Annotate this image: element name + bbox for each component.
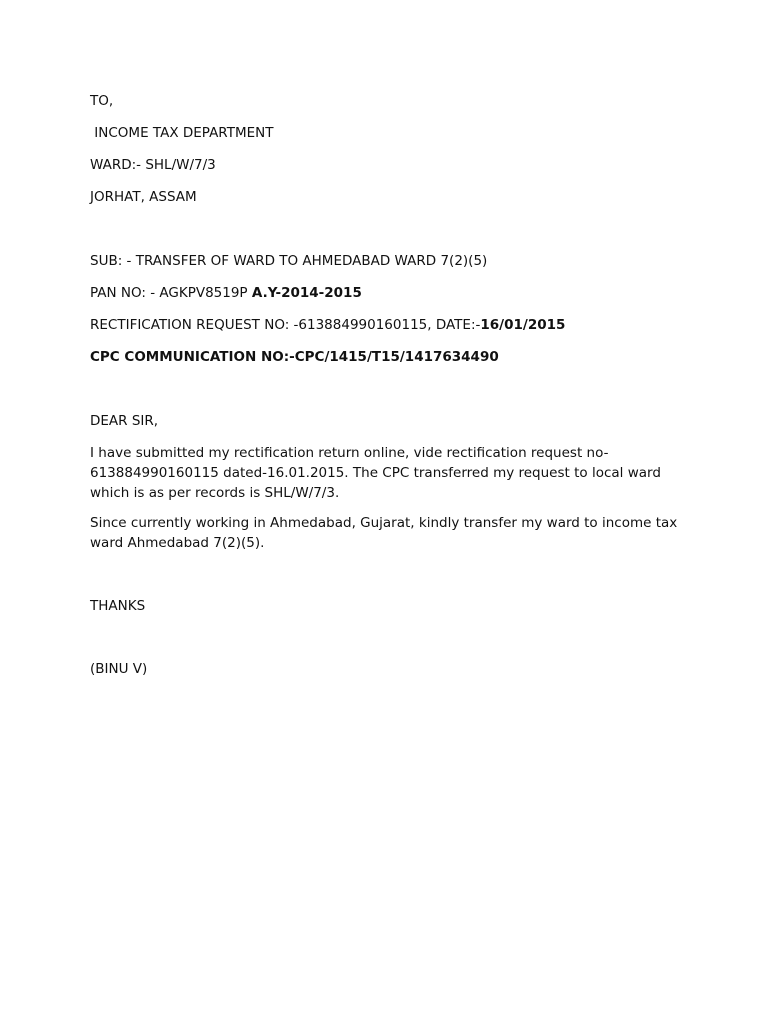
recipient-line: INCOME TAX DEPARTMENT [90,125,274,141]
pan-line [90,283,362,303]
closing-line: THANKS [90,598,146,614]
rectification-date: 16/01/2015 [480,317,566,333]
body-paragraph-2: Since currently working in Ahmedabad, Gujarat, kindly transfer my ward to income tax ward Ahmedabad 7(2)(5). [90,515,678,551]
location-line: JORHAT, ASSAM [90,189,197,205]
salutation-line: DEAR SIR, [90,413,159,429]
to-line: TO, [90,93,114,109]
signature-line: (BINU V) [90,661,148,677]
assessment-year: A.Y-2014-2015 [251,285,362,301]
rectification-request: RECTIFICATION REQUEST NO: -613884990160115, DATE:- [90,317,481,333]
ward-line: WARD:- SHL/W/7/3 [90,157,216,173]
pan-number: PAN NO: - AGKPV8519P [90,285,252,301]
body-paragraph-1: I have submitted my rectification return online, vide rectification request no-613884990160115 dated-16.01.2015. The CPC transferred my request to local ward which is as per records is SHL/W/7/3. [90,445,661,501]
subject-line: SUB: - TRANSFER OF WARD TO AHMEDABAD WARD 7(2)(5) [90,253,488,269]
rectification-line [90,315,565,335]
cpc-communication-line: CPC COMMUNICATION NO:-CPC/1415/T15/1417634490 [90,349,499,365]
